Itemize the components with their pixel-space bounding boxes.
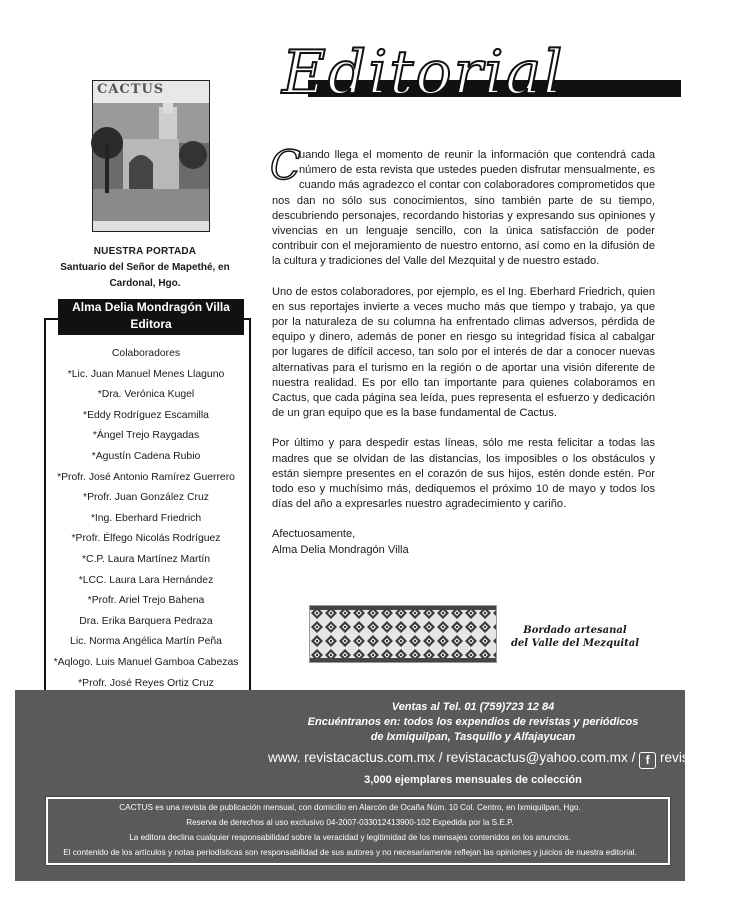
collaborator-item: *Profr. José Reyes Ortiz Cruz bbox=[78, 677, 214, 689]
legal-line-2: Reserva de derechos al uso exclusivo 04-2007-033012413900-102 Expedida por la S.E.P. bbox=[186, 818, 514, 827]
editorial-signoff bbox=[272, 527, 655, 557]
cover-caption-line2: Cardonal, Hgo. bbox=[109, 278, 181, 289]
collaborator-item: *Ing. Eberhard Friedrich bbox=[90, 512, 202, 524]
editorial-body bbox=[270, 143, 655, 558]
collaborator-item: Lic. Norma Angélica Martín Peña bbox=[70, 636, 222, 648]
website-link[interactable]: www. revistacactus.com.mx bbox=[268, 750, 435, 765]
sales-locations-2: de Ixmiquilpan, Tasquillo y Alfajayucan bbox=[370, 731, 576, 743]
collaborator-item: *Agustín Cadena Rubio bbox=[91, 450, 201, 462]
collaborator-item: *Lic. Juan Manuel Menes Llaguno bbox=[67, 368, 225, 380]
embroidery-caption-line1: Bordado artesanal bbox=[523, 625, 627, 636]
cover-masthead-bar bbox=[93, 81, 209, 103]
cover-masthead: CACTUS bbox=[97, 82, 165, 97]
church-photo bbox=[93, 103, 209, 231]
facebook-icon: f bbox=[639, 752, 656, 769]
embroidery-image bbox=[309, 605, 497, 663]
collaborators-heading: Colaboradores bbox=[111, 348, 181, 359]
legal-line-4: El contenido de los artículos y notas periodísticas son responsabilidad de sus autores y no necesariamente reflejan las opiniones y juicios de nuestra editorial. bbox=[63, 848, 637, 857]
cover-caption-title: NUESTRA PORTADA bbox=[93, 246, 197, 257]
circulation-note: 3,000 ejemplares mensuales de colección bbox=[364, 774, 582, 786]
editor-role: Editora bbox=[130, 317, 172, 331]
collaborator-item: *Profr. José Antonio Ramírez Guerrero bbox=[57, 471, 235, 483]
legal-line-3: La editora declina cualquier responsabilidad sobre la veracidad y legitimidad de los mensajes contenidos en los anuncios. bbox=[129, 833, 571, 842]
editor-banner bbox=[58, 299, 244, 335]
collaborator-item: *C.P. Laura Martínez Martín bbox=[81, 553, 210, 565]
collaborator-item: *Eddy Rodríguez Escamilla bbox=[83, 409, 209, 421]
legal-line-1: CACTUS es una revista de publicación mensual, con domicilio en Alarcón de Ocaña Núm. 10 Col. Centro, en Ixmiquilpan, Hgo. bbox=[119, 803, 581, 812]
sales-phone: Ventas al Tel. 01 (759)723 12 84 bbox=[391, 701, 555, 713]
embroidery-pattern bbox=[310, 606, 496, 662]
collaborator-item: Dra. Erika Barquera Pedraza bbox=[79, 615, 213, 627]
drop-cap: C bbox=[270, 143, 301, 189]
editorial-paragraph-1 bbox=[270, 143, 655, 270]
signature: Alma Delia Mondragón Villa bbox=[272, 543, 409, 556]
collaborator-item: *Profr. Juan González Cruz bbox=[83, 492, 209, 504]
closing: Afectuosamente, bbox=[272, 528, 356, 541]
page-title: Editorial bbox=[282, 38, 565, 108]
collaborator-item: *Dra. Verónica Kugel bbox=[97, 389, 195, 401]
legal-text bbox=[20, 800, 680, 860]
embroidery-caption-line2: del Valle del Mezquital bbox=[510, 638, 640, 649]
collaborator-item: *Profr. Ariel Trejo Bahena bbox=[87, 595, 205, 607]
paragraph-1-text: uando llega el momento de reunir la información que contendrá cada número de esta revista que ustedes pueden disfrutar mensualmente, es cuando más agradezco el contar con colaboradores comprometidos que nos dan no sólo sus conocimientos, sino también parte de su tiempo, descubriendo personajes, recordando historias y expresando sus opiniones y vivencias en un lenguaje sencillo, con la única satisfacción de poder contribuir con el mejoramiento de nuestro entorno, así como en la difusión de la cultura y tradiciones del Valle del Mezquital y de nuestro estado. bbox=[272, 149, 655, 268]
email-link[interactable]: revistacactus@yahoo.com.mx bbox=[446, 750, 628, 765]
separator: / bbox=[631, 750, 636, 765]
collaborator-item: *LCC. Laura Lara Hernández bbox=[78, 574, 214, 586]
collaborator-item: *Aqlogo. Luis Manuel Gamboa Cabezas bbox=[53, 656, 239, 668]
editorial-paragraph-3: Por último y para despedir estas líneas, sólo me resta felicitar a todas las madres que se olvidan de las distancias, los imposibles o los obstáculos y están siempre presentes en el corazón de sus hijos, estén donde estén. Por todo eso y muchísimo más, dediquemos el próximo 10 de mayo y todos los días del año a expresarles nuestro agradecimiento y cariño. bbox=[272, 437, 655, 511]
cover-image bbox=[92, 80, 210, 232]
editor-name: Alma Delia Mondragón Villa bbox=[72, 300, 230, 314]
cover-caption bbox=[60, 244, 230, 292]
cover-caption-line1: Santuario del Señor de Mapethé, en bbox=[60, 262, 230, 273]
web-links bbox=[268, 749, 743, 769]
facebook-link[interactable]: revista cactus bbox=[659, 750, 743, 765]
collaborator-item: *Ángel Trejo Raygadas bbox=[92, 430, 200, 442]
collaborator-item: *Profr. Élfego Nicolás Rodríguez bbox=[71, 533, 221, 545]
separator: / bbox=[438, 750, 443, 765]
embroidery-caption bbox=[500, 624, 650, 650]
editorial-paragraph-2: Uno de estos colaboradores, por ejemplo, es el Ing. Eberhard Friedrich, quien en sus reportajes invierte a veces mucho más que tiempo y trabajo, ya que por la naturaleza de su columna ha enfrentado climas adversos, pérdida de equipo y dinero, además de poner en riesgo su integridad física al cabalgar por lugares de difícil acceso, tan solo por el interés de dar a conocer nuevas alternativas para el turismo en la región o de aportar una visión diferente de nuestra realidad. Es por ello tan importante para quienes colaboramos en Cactus, que cada página sea leída, pues representa el esfuerzo y dedicación de un gran equipo que es la base fundamental de Cactus. bbox=[272, 285, 655, 420]
sales-locations-1: Encuéntranos en: todos los expendios de revistas y periódicos bbox=[307, 716, 639, 728]
sales-info bbox=[268, 700, 678, 745]
